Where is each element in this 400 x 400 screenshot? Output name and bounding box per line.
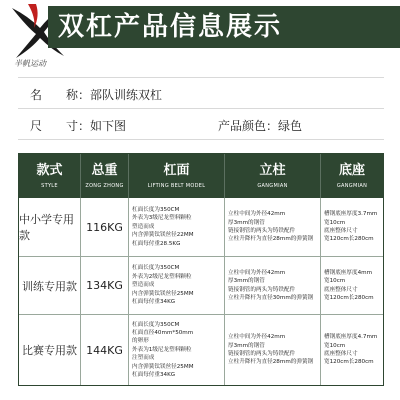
row-pillar — [225, 198, 321, 256]
name-value: 部队训练双杠 — [90, 88, 163, 102]
row-bar — [129, 198, 225, 256]
name-label: 名 称： — [30, 88, 91, 102]
table-row — [19, 198, 383, 256]
size-label: 尺 寸： — [30, 119, 91, 133]
spec-line: 立柱中间为外径42mm — [228, 334, 286, 341]
title-bar — [48, 6, 400, 48]
row-pillar — [225, 257, 321, 314]
spec-line: 链接钢管的两头为铸铁配件 — [228, 351, 296, 357]
page-title: 双杠产品信息展示 — [58, 12, 283, 42]
brand-logo-text: 半帆运动 — [14, 59, 46, 68]
row-weight: 144KG — [81, 315, 129, 385]
table-row — [19, 314, 383, 385]
spec-line: 外表为2级尼龙塑料颗粒 — [132, 273, 192, 280]
spec-line: 厚3mm的钢管 — [228, 219, 265, 226]
spec-line: 杠面长度为350CM — [132, 206, 180, 213]
spec-line: 槽钢底座厚度4mm — [324, 269, 373, 276]
product-size — [30, 117, 126, 134]
row-bar — [129, 257, 225, 314]
header-weight: 总重 ZONG ZHONG — [81, 154, 129, 198]
spec-line: 杠面长度为350CM — [132, 321, 180, 328]
spec-line: 宽120cm长280cm — [324, 359, 374, 366]
spec-line: 厚3mm的钢管 — [228, 278, 265, 285]
spec-line: 杠面长度为350CM — [132, 265, 180, 272]
spec-line: 底座整体尺寸 — [324, 286, 358, 293]
spec-line: 注塑而成 — [132, 355, 155, 362]
spec-line: 外表为3级尼龙塑料颗粒 — [132, 215, 192, 222]
divider — [18, 108, 384, 109]
color-value: 绿色 — [278, 119, 303, 133]
row-base — [321, 315, 383, 385]
spec-line: 内含弹簧钛镁丝径22MM — [132, 232, 194, 239]
spec-line: 的卵形 — [132, 338, 149, 345]
spec-line: 杠面每付重34KG — [132, 372, 176, 379]
spec-line: 厚3mm的钢管 — [228, 342, 265, 349]
row-weight: 134KG — [81, 257, 129, 314]
spec-line: 立柱中间为外径42mm — [228, 211, 286, 218]
color-label: 产品颜色： — [218, 119, 279, 133]
spec-line: 宽120cm长280cm — [324, 294, 374, 301]
header-style: 款式 STYLE — [19, 154, 81, 198]
row-style: 中小学专用款 — [19, 198, 81, 256]
spec-line: 外表为1级尼龙塑料颗粒 — [132, 346, 192, 353]
spec-line: 底座整体尺寸 — [324, 351, 358, 357]
spec-line: 杠面直径40mm*50mm — [132, 329, 194, 336]
product-name — [30, 86, 162, 103]
table-header — [19, 154, 383, 198]
spec-line: 槽钢底座厚度4.7mm — [324, 334, 378, 341]
spec-line: 塑造而成 — [132, 282, 155, 289]
spec-line: 塑造而成 — [132, 223, 155, 230]
spec-line: 宽10cm — [324, 278, 346, 285]
row-weight: 116KG — [81, 198, 129, 256]
spec-line: 内含弹簧钛镁丝径25MM — [132, 363, 194, 370]
spec-line: 立柱中间为外径42mm — [228, 269, 286, 276]
row-base — [321, 198, 383, 256]
row-base — [321, 257, 383, 314]
header-base: 底座 GANGMIAN — [336, 162, 368, 189]
table-row — [19, 256, 383, 314]
row-bar — [129, 315, 225, 385]
header-banner — [0, 0, 400, 68]
spec-table — [18, 153, 384, 386]
row-style: 训练专用款 — [19, 257, 81, 314]
row-pillar — [225, 315, 321, 385]
spec-line: 杠面每付重28.5KG — [132, 240, 181, 247]
spec-line: 立柱升降杆为直径28mm的弹簧钢 — [228, 236, 314, 243]
header-bar: 杠面 LIFTING BELT MODEL — [129, 154, 225, 198]
product-color — [218, 117, 302, 134]
spec-line: 槽钢底座厚度3.7mm — [324, 211, 378, 218]
spec-line: 宽10cm — [324, 219, 346, 226]
size-value: 如下图 — [90, 119, 127, 133]
spec-line: 链接钢管的两头为铸铁配件 — [228, 228, 296, 234]
spec-line: 立柱升降杆为直径30mm的弹簧钢 — [228, 294, 314, 301]
header-pillar: 立柱 GANGMIAN — [225, 154, 321, 198]
spec-line: 杠面每付重34KG — [132, 299, 176, 306]
spec-line: 链接钢管的两头为铸铁配件 — [228, 286, 296, 293]
spec-line: 宽120cm长280cm — [324, 236, 374, 243]
divider — [18, 77, 384, 78]
row-style: 比赛专用款 — [19, 315, 81, 385]
spec-line: 底座整体尺寸 — [324, 228, 358, 234]
table-body — [19, 198, 383, 385]
spec-line: 内含弹簧钛镁丝径25MM — [132, 290, 194, 297]
spec-line: 宽10cm — [324, 342, 346, 349]
spec-line: 立柱升降杆为直径28mm的弹簧钢 — [228, 359, 314, 366]
divider — [18, 139, 384, 140]
